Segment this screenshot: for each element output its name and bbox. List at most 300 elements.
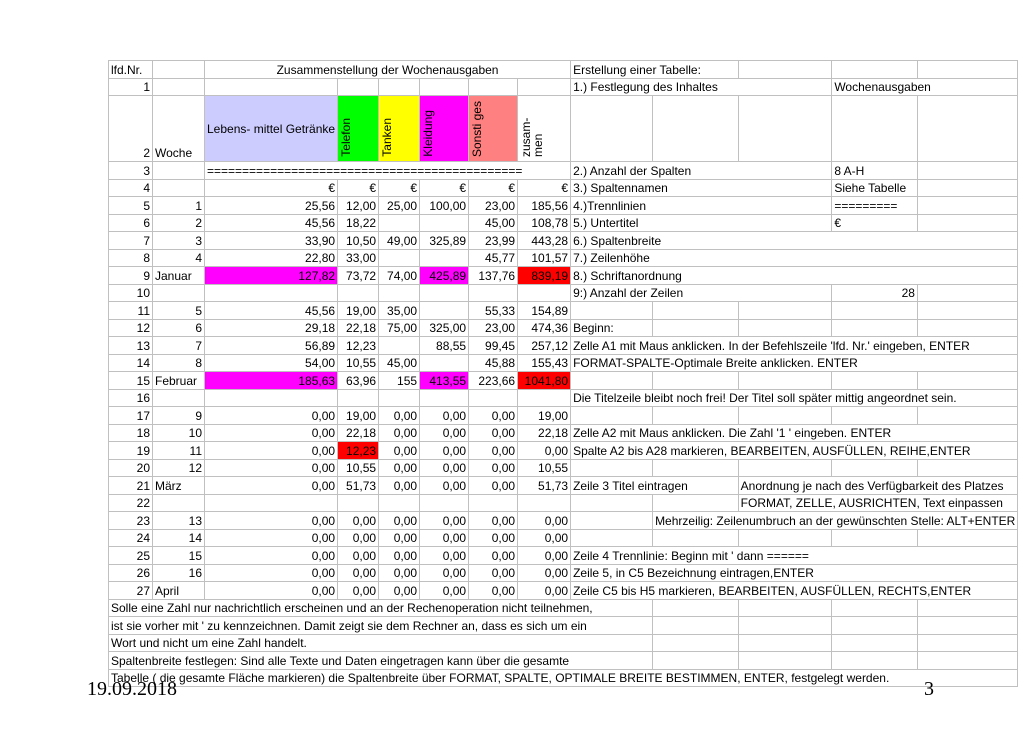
cell-h[interactable] xyxy=(518,284,571,302)
cell-h[interactable]: 0,00 xyxy=(518,512,571,530)
cell-c[interactable]: ============================================= xyxy=(205,162,571,180)
cell-g[interactable] xyxy=(469,284,518,302)
cell-b[interactable]: 12 xyxy=(153,459,205,477)
cell-i[interactable]: Beginn: xyxy=(571,319,653,337)
cell-i[interactable]: Zeile 4 Trennlinie: Beginn mit ' dann ====== xyxy=(571,547,1018,565)
cell-b[interactable]: 16 xyxy=(153,564,205,582)
cell-d[interactable]: 73,72 xyxy=(338,267,379,285)
cell-lfd-nr[interactable]: lfd.Nr. xyxy=(109,61,153,79)
cell-j[interactable] xyxy=(653,372,739,390)
cell-i[interactable] xyxy=(571,512,653,530)
cell-h[interactable]: 0,00 xyxy=(518,582,571,600)
empty-cell[interactable] xyxy=(917,599,1017,617)
cell-f[interactable] xyxy=(420,284,469,302)
cell-g[interactable]: 23,99 xyxy=(469,232,518,250)
cell-erstellung[interactable]: Erstellung einer Tabelle: xyxy=(571,61,739,79)
cell-b[interactable]: 6 xyxy=(153,319,205,337)
cell-g[interactable]: 0,00 xyxy=(469,564,518,582)
cell-e[interactable]: 0,00 xyxy=(379,407,420,425)
cell-f[interactable]: 413,55 xyxy=(420,372,469,390)
cell-i[interactable]: Zeile C5 bis H5 markieren, BEARBEITEN, AUSFÜLLEN, RECHTS,ENTER xyxy=(571,582,1018,600)
cell-h[interactable]: 101,57 xyxy=(518,249,571,267)
cell-e[interactable] xyxy=(379,389,420,407)
cell-l[interactable]: Siehe Tabelle xyxy=(832,179,918,197)
cell-nr[interactable]: 12 xyxy=(109,319,153,337)
cell-i[interactable]: 3.) Spaltennamen xyxy=(571,179,832,197)
cell-f[interactable]: 0,00 xyxy=(420,424,469,442)
cell-e[interactable]: 0,00 xyxy=(379,477,420,495)
cell-i[interactable] xyxy=(571,529,653,547)
cell-lebensmittel[interactable]: Lebens- mittel Getränke xyxy=(205,96,338,162)
cell-c[interactable]: 185,63 xyxy=(205,372,338,390)
cell-d[interactable]: 51,73 xyxy=(338,477,379,495)
cell-g[interactable]: € xyxy=(469,179,518,197)
empty-cell[interactable] xyxy=(653,634,739,652)
empty-cell[interactable] xyxy=(832,634,918,652)
cell-nr[interactable]: 14 xyxy=(109,354,153,372)
cell-e[interactable]: 0,00 xyxy=(379,564,420,582)
cell-h[interactable]: 474,36 xyxy=(518,319,571,337)
cell-b[interactable]: Februar xyxy=(153,372,205,390)
cell-nr[interactable]: 17 xyxy=(109,407,153,425)
cell-m[interactable] xyxy=(917,407,1017,425)
cell-e[interactable]: 0,00 xyxy=(379,582,420,600)
table-row xyxy=(109,337,1018,355)
cell-f[interactable] xyxy=(420,302,469,320)
cell-g[interactable] xyxy=(469,494,518,512)
note-cell[interactable]: ist sie vorher mit ' zu kennzeichnen. Damit zeigt sie dem Rechner an, dass es sich um ein xyxy=(109,617,653,635)
cell-b[interactable]: April xyxy=(153,582,205,600)
cell-e[interactable]: 25,00 xyxy=(379,197,420,215)
cell-i[interactable]: 5.) Untertitel xyxy=(571,214,832,232)
cell-f[interactable]: € xyxy=(420,179,469,197)
cell-c[interactable]: 54,00 xyxy=(205,354,338,372)
cell-b[interactable]: 13 xyxy=(153,512,205,530)
cell-k[interactable] xyxy=(738,302,832,320)
cell-g[interactable]: 0,00 xyxy=(469,442,518,460)
cell-d[interactable]: 10,55 xyxy=(338,459,379,477)
cell-f[interactable]: 325,00 xyxy=(420,319,469,337)
cell-festlegung[interactable]: 1.) Festlegung des Inhaltes xyxy=(571,78,832,96)
cell-d[interactable]: 19,00 xyxy=(338,302,379,320)
cell-i[interactable]: FORMAT-SPALTE-Optimale Breite anklicken. ENTER xyxy=(571,354,1018,372)
cell-i[interactable]: Zelle A1 mit Maus anklicken. In der Befehlszeile 'lfd. Nr.' eingeben, ENTER xyxy=(571,337,1018,355)
cell-d[interactable]: 19,00 xyxy=(338,407,379,425)
cell-f[interactable]: 325,89 xyxy=(420,232,469,250)
cell-g[interactable]: 223,66 xyxy=(469,372,518,390)
cell-j[interactable]: Mehrzeilig: Zeilenumbruch an der gewünschten Stelle: ALT+ENTER xyxy=(653,512,1018,530)
cell-e[interactable]: 45,00 xyxy=(379,354,420,372)
cell-c[interactable]: 0,00 xyxy=(205,424,338,442)
cell-f[interactable]: 88,55 xyxy=(420,337,469,355)
cell-e[interactable]: 0,00 xyxy=(379,547,420,565)
cell-j[interactable] xyxy=(653,459,739,477)
cell-g[interactable]: 0,00 xyxy=(469,582,518,600)
cell-row-nr[interactable]: 1 xyxy=(109,78,153,96)
cell-c[interactable]: 25,56 xyxy=(205,197,338,215)
cell-c[interactable]: 0,00 xyxy=(205,407,338,425)
cell-e[interactable]: 0,00 xyxy=(379,459,420,477)
empty-cell[interactable] xyxy=(832,599,918,617)
cell-nr[interactable]: 18 xyxy=(109,424,153,442)
empty-cell[interactable] xyxy=(917,652,1017,670)
cell-nr[interactable]: 21 xyxy=(109,477,153,495)
cell-l[interactable] xyxy=(832,372,918,390)
cell-h[interactable]: 185,56 xyxy=(518,197,571,215)
cell-b[interactable]: 1 xyxy=(153,197,205,215)
cell-f[interactable]: 0,00 xyxy=(420,477,469,495)
cell-e[interactable]: 0,00 xyxy=(379,424,420,442)
cell-e[interactable]: 35,00 xyxy=(379,302,420,320)
cell-h[interactable] xyxy=(518,494,571,512)
zusammen-label: zusam- men xyxy=(519,117,546,157)
cell-b[interactable] xyxy=(153,389,205,407)
cell-d[interactable]: 0,00 xyxy=(338,582,379,600)
cell-e[interactable]: 155 xyxy=(379,372,420,390)
cell-d[interactable]: 0,00 xyxy=(338,547,379,565)
cell-i[interactable]: Zeile 3 Titel eintragen xyxy=(571,477,739,495)
cell-nr[interactable]: 19 xyxy=(109,442,153,460)
cell-c[interactable]: 45,56 xyxy=(205,302,338,320)
note-cell[interactable]: Wort und nicht um eine Zahl handelt. xyxy=(109,634,653,652)
cell-l[interactable] xyxy=(832,529,918,547)
cell-g[interactable]: 0,00 xyxy=(469,424,518,442)
cell-g[interactable]: 0,00 xyxy=(469,512,518,530)
cell-g[interactable]: 0,00 xyxy=(469,529,518,547)
cell-i[interactable]: 9:) Anzahl der Zeilen xyxy=(571,284,832,302)
cell-l[interactable] xyxy=(832,319,918,337)
cell-i[interactable]: Spalte A2 bis A28 markieren, BEARBEITEN, AUSFÜLLEN, REIHE,ENTER xyxy=(571,442,1018,460)
cell-nr[interactable]: 3 xyxy=(109,162,153,180)
cell-j[interactable] xyxy=(653,319,739,337)
cell-c[interactable]: 0,00 xyxy=(205,477,338,495)
cell-i[interactable] xyxy=(571,407,653,425)
empty-cell[interactable] xyxy=(738,634,832,652)
cell-e[interactable]: 0,00 xyxy=(379,529,420,547)
cell-i[interactable] xyxy=(571,372,653,390)
cell-m[interactable] xyxy=(917,319,1017,337)
cell-nr[interactable]: 8 xyxy=(109,249,153,267)
cell-f[interactable]: 0,00 xyxy=(420,512,469,530)
cell-b[interactable] xyxy=(153,284,205,302)
cell-c[interactable]: 0,00 xyxy=(205,442,338,460)
cell-c[interactable]: 45,56 xyxy=(205,214,338,232)
cell-g[interactable]: 137,76 xyxy=(469,267,518,285)
cell-f[interactable]: 0,00 xyxy=(420,442,469,460)
cell-h[interactable]: 1041,80 xyxy=(518,372,571,390)
empty-cell[interactable] xyxy=(738,652,832,670)
cell-m[interactable] xyxy=(917,529,1017,547)
cell-nr[interactable]: 25 xyxy=(109,547,153,565)
cell-m[interactable] xyxy=(917,197,1017,215)
note-cell[interactable]: Tabelle ( die gesamte Fläche markieren) die Spaltenbreite über FORMAT, SPALTE, OPTIMALE BREITE BESTIMMEN, ENTER, festgelegt werden. xyxy=(109,669,1018,687)
table-row xyxy=(109,442,1018,460)
cell-l[interactable] xyxy=(832,459,918,477)
cell-b[interactable]: 15 xyxy=(153,547,205,565)
cell-d[interactable] xyxy=(338,494,379,512)
cell-i[interactable]: 6.) Spaltenbreite xyxy=(571,232,1018,250)
table-row xyxy=(109,372,1018,390)
cell-c[interactable]: 0,00 xyxy=(205,582,338,600)
cell-m[interactable] xyxy=(917,459,1017,477)
cell-g[interactable]: 55,33 xyxy=(469,302,518,320)
cell-h[interactable]: 0,00 xyxy=(518,529,571,547)
cell-f[interactable]: 0,00 xyxy=(420,459,469,477)
cell-nr[interactable]: 22 xyxy=(109,494,153,512)
cell-zusammen[interactable] xyxy=(518,96,571,162)
cell-h[interactable]: 257,12 xyxy=(518,337,571,355)
cell-f[interactable] xyxy=(420,389,469,407)
cell-nr[interactable]: 20 xyxy=(109,459,153,477)
cell-f[interactable]: 100,00 xyxy=(420,197,469,215)
cell-i[interactable]: 8.) Schriftanordnung xyxy=(571,267,1018,285)
cell-woche[interactable]: Woche xyxy=(153,96,205,162)
cell-k[interactable] xyxy=(738,407,832,425)
cell-nr[interactable]: 13 xyxy=(109,337,153,355)
empty-cell[interactable] xyxy=(738,599,832,617)
cell-d[interactable]: 0,00 xyxy=(338,564,379,582)
cell-b[interactable] xyxy=(153,494,205,512)
cell-h[interactable]: € xyxy=(518,179,571,197)
cell-d[interactable]: 0,00 xyxy=(338,529,379,547)
empty-cell[interactable] xyxy=(653,652,739,670)
table-row xyxy=(109,389,1018,407)
cell-g[interactable] xyxy=(469,389,518,407)
cell-c[interactable]: 0,00 xyxy=(205,564,338,582)
cell-m[interactable] xyxy=(917,372,1017,390)
cell-j[interactable] xyxy=(653,407,739,425)
cell-f[interactable] xyxy=(420,214,469,232)
cell-nr[interactable]: 11 xyxy=(109,302,153,320)
cell-g[interactable]: 0,00 xyxy=(469,547,518,565)
cell-f[interactable]: 0,00 xyxy=(420,564,469,582)
cell-e[interactable] xyxy=(379,249,420,267)
cell-g[interactable]: 45,88 xyxy=(469,354,518,372)
cell-d[interactable]: 22,18 xyxy=(338,319,379,337)
cell-nr[interactable]: 27 xyxy=(109,582,153,600)
cell-m[interactable] xyxy=(917,162,1017,180)
cell-h[interactable]: 154,89 xyxy=(518,302,571,320)
cell-g[interactable]: 99,45 xyxy=(469,337,518,355)
cell-e[interactable] xyxy=(379,214,420,232)
empty-cell[interactable] xyxy=(653,599,739,617)
cell-c[interactable]: 29,18 xyxy=(205,319,338,337)
cell-nr[interactable]: 23 xyxy=(109,512,153,530)
cell-d[interactable]: € xyxy=(338,179,379,197)
cell-i[interactable] xyxy=(571,459,653,477)
cell-d[interactable] xyxy=(338,389,379,407)
cell-d[interactable]: 10,55 xyxy=(338,354,379,372)
cell-h[interactable]: 839,19 xyxy=(518,267,571,285)
cell-b[interactable]: 4 xyxy=(153,249,205,267)
cell-e[interactable] xyxy=(379,337,420,355)
cell-e[interactable]: 75,00 xyxy=(379,319,420,337)
cell-wochenausgaben[interactable]: Wochenausgaben xyxy=(832,78,1018,96)
cell-h[interactable]: 0,00 xyxy=(518,442,571,460)
cell-h[interactable]: 22,18 xyxy=(518,424,571,442)
cell-k[interactable]: FORMAT, ZELLE, AUSRICHTEN, Text einpassen xyxy=(738,494,1018,512)
cell-e[interactable]: € xyxy=(379,179,420,197)
cell-m[interactable] xyxy=(917,302,1017,320)
cell-title[interactable]: Zusammenstellung der Wochenausgaben xyxy=(205,61,571,79)
empty-cell[interactable] xyxy=(917,617,1017,635)
cell-b[interactable]: 7 xyxy=(153,337,205,355)
cell-e[interactable]: 0,00 xyxy=(379,442,420,460)
cell-nr[interactable]: 4 xyxy=(109,179,153,197)
cell-f[interactable] xyxy=(420,354,469,372)
cell-nr[interactable]: 15 xyxy=(109,372,153,390)
empty-cell[interactable] xyxy=(917,634,1017,652)
cell-h[interactable]: 51,73 xyxy=(518,477,571,495)
cell-kleidung[interactable] xyxy=(420,96,469,162)
cell-b[interactable]: 8 xyxy=(153,354,205,372)
cell-f[interactable] xyxy=(420,494,469,512)
cell-f[interactable]: 0,00 xyxy=(420,547,469,565)
cell-h[interactable]: 0,00 xyxy=(518,547,571,565)
cell-g[interactable]: 23,00 xyxy=(469,319,518,337)
cell-row-nr[interactable]: 2 xyxy=(109,96,153,162)
cell-d[interactable]: 12,23 xyxy=(338,337,379,355)
cell-e[interactable]: 74,00 xyxy=(379,267,420,285)
cell-i[interactable]: 2.) Anzahl der Spalten xyxy=(571,162,832,180)
cell-b[interactable]: März xyxy=(153,477,205,495)
cell-f[interactable]: 0,00 xyxy=(420,529,469,547)
cell-g[interactable]: 0,00 xyxy=(469,407,518,425)
cell-j[interactable] xyxy=(653,494,739,512)
cell-nr[interactable]: 16 xyxy=(109,389,153,407)
cell-c[interactable]: 0,00 xyxy=(205,512,338,530)
cell-d[interactable]: 63,96 xyxy=(338,372,379,390)
cell-c[interactable]: 22,80 xyxy=(205,249,338,267)
cell-d[interactable]: 22,18 xyxy=(338,424,379,442)
cell-k[interactable] xyxy=(738,319,832,337)
cell-nr[interactable]: 10 xyxy=(109,284,153,302)
cell-c[interactable]: 33,90 xyxy=(205,232,338,250)
cell-k[interactable] xyxy=(738,459,832,477)
cell-i[interactable]: 4.)Trennlinien xyxy=(571,197,832,215)
cell-c[interactable]: 0,00 xyxy=(205,547,338,565)
cell-g[interactable]: 45,00 xyxy=(469,214,518,232)
cell-b[interactable]: 10 xyxy=(153,424,205,442)
cell-h[interactable]: 19,00 xyxy=(518,407,571,425)
cell-e[interactable]: 0,00 xyxy=(379,512,420,530)
note-cell[interactable]: Spaltenbreite festlegen: Sind alle Texte und Daten eingetragen kann über die gesamte xyxy=(109,652,653,670)
cell-l[interactable]: € xyxy=(832,214,918,232)
cell-l[interactable]: ========= xyxy=(832,197,918,215)
cell-k[interactable] xyxy=(738,372,832,390)
cell-b[interactable]: 11 xyxy=(153,442,205,460)
cell-c[interactable]: 0,00 xyxy=(205,459,338,477)
cell-e[interactable] xyxy=(379,494,420,512)
cell-m[interactable] xyxy=(917,179,1017,197)
cell-b[interactable]: 2 xyxy=(153,214,205,232)
cell-k[interactable] xyxy=(738,529,832,547)
cell-c[interactable]: 0,00 xyxy=(205,529,338,547)
cell-b[interactable]: 5 xyxy=(153,302,205,320)
cell-g[interactable]: 45,77 xyxy=(469,249,518,267)
cell-b[interactable] xyxy=(153,162,205,180)
cell-e[interactable]: 49,00 xyxy=(379,232,420,250)
cell-nr[interactable]: 5 xyxy=(109,197,153,215)
cell-b[interactable]: 9 xyxy=(153,407,205,425)
note-cell[interactable]: Solle eine Zahl nur nachrichtlich erscheinen und an der Rechenoperation nicht teilnehmen, xyxy=(109,599,653,617)
cell-h[interactable]: 155,43 xyxy=(518,354,571,372)
cell-nr[interactable]: 6 xyxy=(109,214,153,232)
cell-g[interactable]: 0,00 xyxy=(469,459,518,477)
cell-c[interactable] xyxy=(205,284,338,302)
cell-k[interactable]: Anordnung je nach des Verfügbarkeit des Platzes xyxy=(738,477,1018,495)
cell-c[interactable] xyxy=(205,389,338,407)
cell-b[interactable]: 3 xyxy=(153,232,205,250)
cell-sonstiges[interactable] xyxy=(469,96,518,162)
cell-d[interactable]: 12,00 xyxy=(338,197,379,215)
cell-tanken[interactable] xyxy=(379,96,420,162)
cell-c[interactable]: € xyxy=(205,179,338,197)
cell-j[interactable] xyxy=(653,529,739,547)
table-row-header-0 xyxy=(109,61,1018,79)
cell-f[interactable]: 0,00 xyxy=(420,582,469,600)
cell-g[interactable]: 23,00 xyxy=(469,197,518,215)
empty-cell[interactable] xyxy=(738,617,832,635)
cell-d[interactable]: 33,00 xyxy=(338,249,379,267)
cell-f[interactable]: 0,00 xyxy=(420,407,469,425)
cell-l[interactable] xyxy=(832,302,918,320)
cell-i[interactable]: Zelle A2 mit Maus anklicken. Die Zahl '1 ' eingeben. ENTER xyxy=(571,424,1018,442)
cell-i[interactable]: Die Titelzeile bleibt noch frei! Der Titel soll später mittig angeordnet sein. xyxy=(571,389,1018,407)
cell-nr[interactable]: 9 xyxy=(109,267,153,285)
cell-h[interactable]: 10,55 xyxy=(518,459,571,477)
cell-c[interactable]: 127,82 xyxy=(205,267,338,285)
cell-c[interactable]: 56,89 xyxy=(205,337,338,355)
cell-nr[interactable]: 7 xyxy=(109,232,153,250)
cell-d[interactable]: 12,23 xyxy=(338,442,379,460)
cell-l[interactable]: 8 A-H xyxy=(832,162,918,180)
cell-b[interactable] xyxy=(153,179,205,197)
cell-h[interactable]: 0,00 xyxy=(518,564,571,582)
cell-h[interactable]: 108,78 xyxy=(518,214,571,232)
cell-i[interactable]: 7.) Zeilenhöhe xyxy=(571,249,1018,267)
cell-f[interactable]: 425,89 xyxy=(420,267,469,285)
cell-l[interactable] xyxy=(832,407,918,425)
cell-i[interactable] xyxy=(571,302,653,320)
cell-i[interactable] xyxy=(571,494,653,512)
cell-telefon[interactable] xyxy=(338,96,379,162)
cell-g[interactable]: 0,00 xyxy=(469,477,518,495)
cell-e[interactable] xyxy=(379,284,420,302)
cell-d[interactable] xyxy=(338,284,379,302)
empty-cell[interactable] xyxy=(832,617,918,635)
cell-l[interactable]: 28 xyxy=(832,284,918,302)
cell-j[interactable] xyxy=(653,302,739,320)
cell-nr[interactable]: 26 xyxy=(109,564,153,582)
cell-c[interactable] xyxy=(205,494,338,512)
empty-cell[interactable] xyxy=(832,652,918,670)
empty-cell[interactable] xyxy=(653,617,739,635)
cell-b[interactable]: Januar xyxy=(153,267,205,285)
cell-d[interactable]: 18,22 xyxy=(338,214,379,232)
cell-f[interactable] xyxy=(420,249,469,267)
cell-b[interactable]: 14 xyxy=(153,529,205,547)
cell-i[interactable]: Zeile 5, in C5 Bezeichnung eintragen,ENTER xyxy=(571,564,1018,582)
cell-nr[interactable]: 24 xyxy=(109,529,153,547)
cell-d[interactable]: 10,50 xyxy=(338,232,379,250)
cell-m[interactable] xyxy=(917,284,1017,302)
cell-h[interactable] xyxy=(518,389,571,407)
table-row xyxy=(109,459,1018,477)
cell-d[interactable]: 0,00 xyxy=(338,512,379,530)
cell-m[interactable] xyxy=(917,214,1017,232)
cell-h[interactable]: 443,28 xyxy=(518,232,571,250)
